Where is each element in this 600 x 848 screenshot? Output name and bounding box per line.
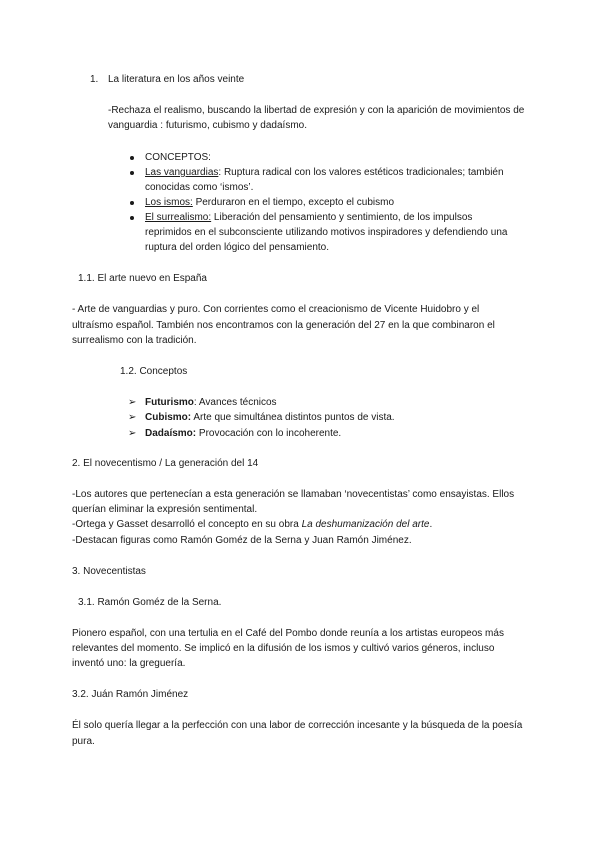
ismos-text: Perduraron en el tiempo, excepto el cubismo bbox=[192, 197, 395, 208]
bullet-surrealismo bbox=[145, 210, 472, 225]
vanguardias-line2: conocidas como ‘ismos’. bbox=[145, 182, 254, 193]
section1-title: La literatura en los años veinte bbox=[108, 74, 245, 85]
arrow-bullet-icon: ➢ bbox=[128, 397, 137, 408]
bullet-icon bbox=[130, 171, 134, 175]
section3-1-line3: inventó uno: la greguería. bbox=[72, 658, 186, 669]
section1-intro-line1: -Rechaza el realismo, buscando la libertad de expresión y con la aparición de movimientos de bbox=[108, 105, 525, 116]
book-title: La deshumanización del arte bbox=[301, 519, 430, 530]
section2-line3-pre: -Ortega y Gasset desarrolló el concepto en su obra bbox=[72, 519, 302, 530]
concept-term: Dadaísmo: bbox=[145, 428, 197, 439]
section2-line4: -Destacan figuras como Ramón Goméz de la Serna y Juan Ramón Jiménez. bbox=[72, 535, 412, 546]
arrow-bullet-icon: ➢ bbox=[128, 428, 137, 439]
concept-text: Provocación con lo incoherente. bbox=[196, 428, 342, 439]
concept-text: : Avances técnicos bbox=[193, 397, 277, 408]
section1-1-line2: ultraísmo español. También nos encontramos con la generación del 27 en la que combinaron el bbox=[72, 320, 495, 331]
section3-1-title: 3.1. Ramón Goméz de la Serna. bbox=[78, 597, 222, 608]
section3-2-line2: pura. bbox=[72, 736, 95, 747]
section3-2-line1: Él solo quería llegar a la perfección con una labor de corrección incesante y la búsqueda de la poesía bbox=[72, 720, 523, 731]
section2-line1: -Los autores que pertenecían a esta generación se llamaban ‘novecentistas’ como ensayistas. Ellos bbox=[72, 489, 515, 500]
bullet-icon bbox=[130, 216, 134, 220]
section1-1-line3: surrealismo con la tradición. bbox=[72, 335, 197, 346]
section2-line2: querían eliminar la expresión sentimental. bbox=[72, 504, 258, 515]
vanguardias-term: Las vanguardias bbox=[145, 167, 219, 178]
section1-2-title: 1.2. Conceptos bbox=[120, 366, 188, 377]
section2-line3 bbox=[72, 517, 432, 532]
section1-1-title: 1.1. El arte nuevo en España bbox=[78, 273, 207, 284]
vanguardias-text: : Ruptura radical con los valores estéticos tradicionales; también bbox=[218, 167, 504, 178]
surrealismo-text: Liberación del pensamiento y sentimiento, de los impulsos bbox=[211, 212, 473, 223]
bullet-conceptos: CONCEPTOS: bbox=[145, 152, 211, 163]
section1-number: 1. bbox=[90, 74, 99, 85]
bullet-vanguardias bbox=[145, 165, 504, 180]
concept-text: Arte que simultánea distintos puntos de vista. bbox=[191, 412, 395, 423]
bullet-icon bbox=[130, 156, 134, 160]
surrealismo-line2: reprimidos en el subconsciente utilizando motivos inspiradores y defendiendo una bbox=[145, 227, 508, 238]
section3-title: 3. Novecentistas bbox=[72, 566, 146, 577]
concept-cubismo bbox=[145, 410, 395, 425]
section2-title: 2. El novecentismo / La generación del 14 bbox=[72, 458, 259, 469]
concept-futurismo bbox=[145, 395, 277, 410]
surrealismo-term: El surrealismo: bbox=[145, 212, 212, 223]
section1-1-line1: - Arte de vanguardias y puro. Con corrientes como el creacionismo de Vicente Huidobro y el bbox=[72, 304, 480, 315]
section3-2-title: 3.2. Juán Ramón Jiménez bbox=[72, 689, 189, 700]
concept-term: Cubismo: bbox=[145, 412, 192, 423]
bullet-icon bbox=[130, 201, 134, 205]
section2-line3-post: . bbox=[429, 519, 433, 530]
arrow-bullet-icon: ➢ bbox=[128, 412, 137, 423]
ismos-term: Los ismos: bbox=[145, 197, 193, 208]
section1-intro-line2: vanguardia : futurismo, cubismo y dadaísmo. bbox=[108, 120, 307, 131]
bullet-ismos bbox=[145, 195, 394, 210]
section3-1-line1: Pionero español, con una tertulia en el Café del Pombo donde reunía a los artistas europeos más bbox=[72, 628, 504, 639]
surrealismo-line3: ruptura del orden lógico del pensamiento. bbox=[145, 242, 330, 253]
concept-term: Futurismo bbox=[145, 397, 194, 408]
section3-1-line2: relevantes del momento. Se implicó en la difusión de los ismos y cultivó varios géneros, incluso bbox=[72, 643, 495, 654]
concept-dadaismo bbox=[145, 426, 341, 441]
